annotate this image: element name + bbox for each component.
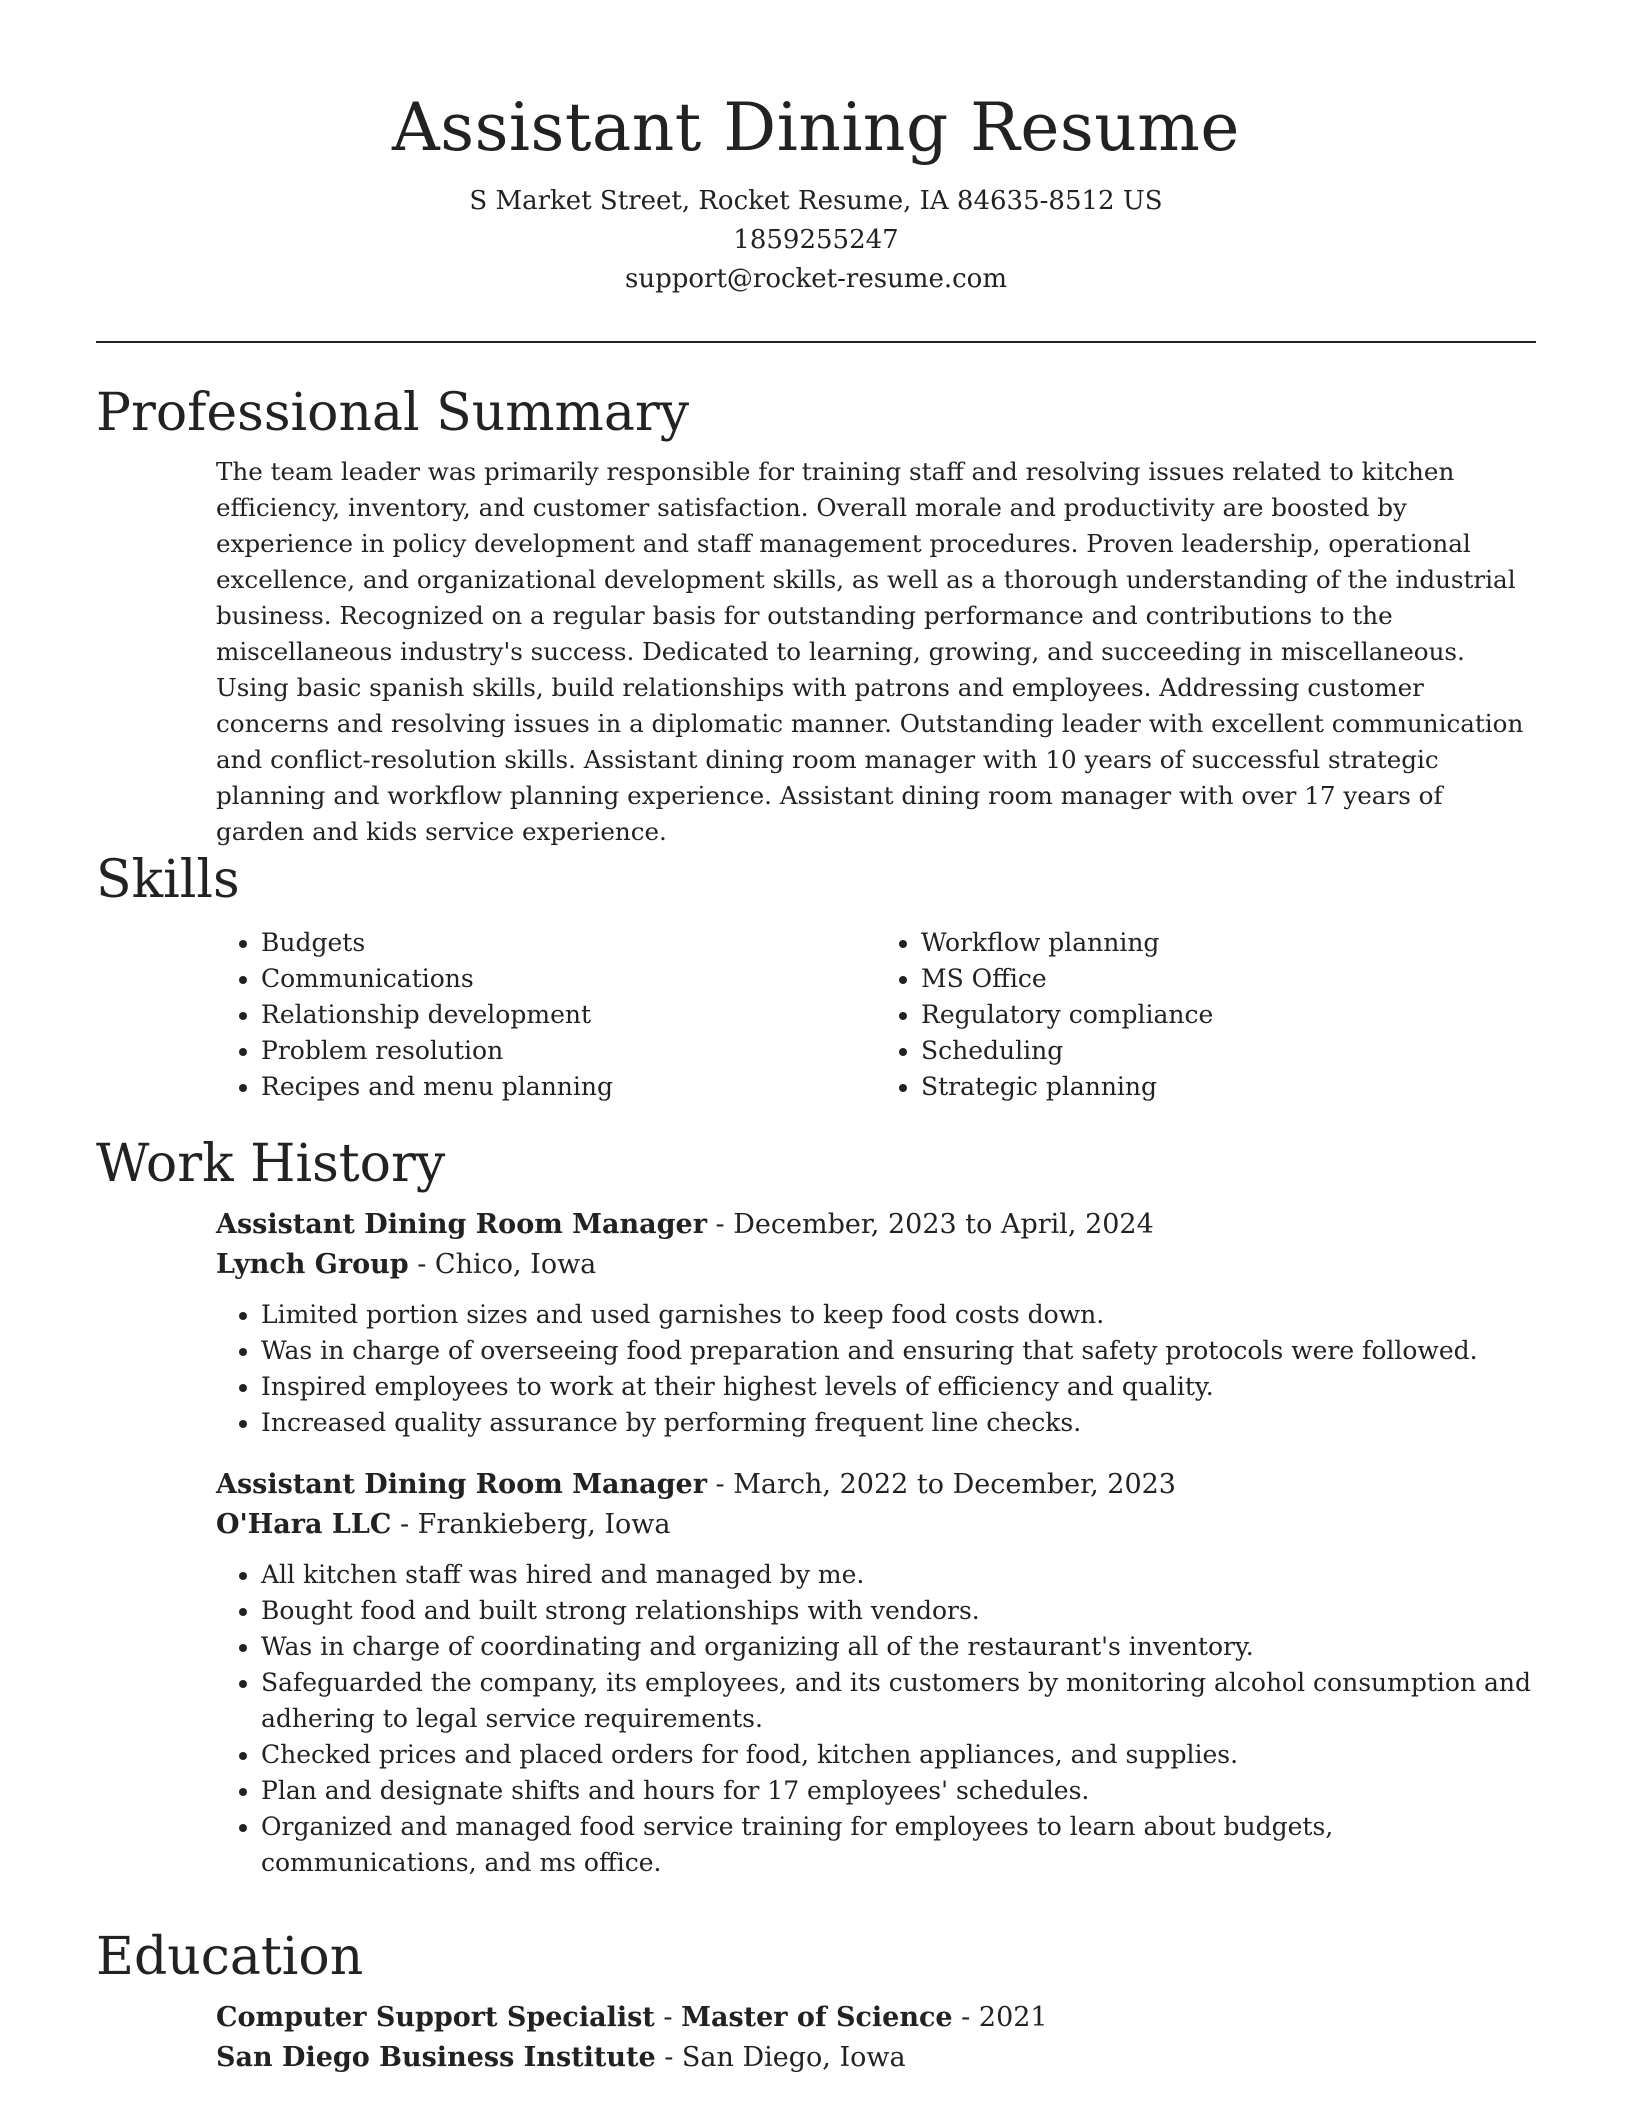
job-entry — [216, 1465, 1536, 1881]
company-location: Frankieberg, Iowa — [417, 1509, 671, 1540]
skill-item: • Workflow planning — [921, 925, 1536, 961]
degree-year: 2021 — [978, 2002, 1048, 2033]
job-title: Assistant Dining Room Manager — [216, 1469, 707, 1500]
education-degree-line: Computer Support Specialist - Master of Science - 2021 — [216, 2002, 1048, 2033]
skill-item: • Recipes and menu planning — [261, 1069, 876, 1105]
school-name: San Diego Business Institute — [216, 2042, 656, 2073]
skill-item: • Problem resolution — [261, 1033, 876, 1069]
email-text: support@rocket-resume.com — [624, 264, 1007, 294]
skill-item: • Strategic planning — [921, 1069, 1536, 1105]
list-item: • Was in charge of overseeing food preparation and ensuring that safety protocols were followed. — [261, 1333, 1536, 1369]
skill-item: • Regulatory compliance — [921, 997, 1536, 1033]
list-item: • Safeguarded the company, its employees, and its customers by monitoring alcohol consumption and adhering to legal service requirements. — [261, 1665, 1536, 1737]
list-item: • Was in charge of coordinating and organizing all of the restaurant's inventory. — [261, 1629, 1536, 1665]
company-name: Lynch Group — [216, 1249, 409, 1280]
education-heading: Education — [96, 1927, 364, 1987]
education-section — [96, 1926, 1536, 2078]
skill-item: • Budgets — [261, 925, 876, 961]
school-location: San Diego, Iowa — [681, 2042, 906, 2073]
skill-item: • Scheduling — [921, 1033, 1536, 1069]
job-bullets — [216, 1557, 1536, 1881]
address-text: S Market Street, Rocket Resume, IA 84635-8512 US — [469, 186, 1163, 216]
work-history-section — [96, 1133, 1536, 1881]
list-item: • Limited portion sizes and used garnishes to keep food costs down. — [261, 1297, 1536, 1333]
list-item: • Checked prices and placed orders for food, kitchen appliances, and supplies. — [261, 1737, 1536, 1773]
skill-item: • Relationship development — [261, 997, 876, 1033]
summary-section — [96, 382, 1536, 850]
list-item: • Inspired employees to work at their highest levels of efficiency and quality. — [261, 1369, 1536, 1405]
skills-left-list — [216, 925, 876, 1105]
company-name: O'Hara LLC — [216, 1509, 392, 1540]
job-title: Assistant Dining Room Manager — [216, 1209, 707, 1240]
list-item: • Organized and managed food service training for employees to learn about budgets, communications, and ms office. — [261, 1809, 1536, 1881]
skills-heading: Skills — [96, 850, 240, 910]
job-entry — [216, 1205, 1536, 1441]
contact-block — [0, 182, 1632, 299]
header-divider — [96, 341, 1536, 343]
list-item: • All kitchen staff was hired and managed by me. — [261, 1557, 1536, 1593]
job-company-line: Lynch Group - Chico, Iowa — [216, 1249, 597, 1280]
summary-paragraph: The team leader was primarily responsible for training staff and resolving issues related to kitchen efficiency, inventory, and customer satisfaction. Overall morale and productivity are boosted by experience in policy development and staff management procedures. Proven leadership, operational excellence, and organizational development skills, as well as a thorough understanding of the industrial business. Recognized on a regular basis for outstanding performance and contributions to the miscellaneous industry's success. Dedicated to learning, growing, and succeeding in miscellaneous. Using basic spanish skills, build relationships with patrons and employees. Addressing customer concerns and resolving issues in a diplomatic manner. Outstanding leader with excellent communication and conflict-resolution skills. Assistant dining room manager with 10 years of successful strategic planning and workflow planning experience. Assistant dining room manager with over 17 years of garden and kids service experience. — [216, 457, 1524, 846]
skills-section — [96, 849, 1536, 1105]
list-item: • Increased quality assurance by performing frequent line checks. — [261, 1405, 1536, 1441]
resume-title: Assistant Dining Resume — [392, 89, 1240, 166]
skills-grid — [216, 925, 1536, 1105]
job-title-line: Assistant Dining Room Manager - December, 2023 to April, 2024 — [216, 1209, 1154, 1240]
skills-right-list — [876, 925, 1536, 1105]
list-item: • Plan and designate shifts and hours for 17 employees' schedules. — [261, 1773, 1536, 1809]
education-school-line: San Diego Business Institute - San Diego, Iowa — [216, 2042, 906, 2073]
job-dates: December, 2023 to April, 2024 — [733, 1209, 1154, 1240]
list-item: • Bought food and built strong relationships with vendors. — [261, 1593, 1536, 1629]
job-bullets — [216, 1297, 1536, 1441]
skill-item: • MS Office — [921, 961, 1536, 997]
company-location: Chico, Iowa — [434, 1249, 597, 1280]
resume-header — [0, 0, 1632, 299]
skill-item: • Communications — [261, 961, 876, 997]
job-dates: March, 2022 to December, 2023 — [733, 1469, 1176, 1500]
phone-text: 1859255247 — [733, 225, 899, 255]
work-history-heading: Work History — [96, 1134, 446, 1194]
summary-heading: Professional Summary — [96, 383, 690, 443]
job-company-line: O'Hara LLC - Frankieberg, Iowa — [216, 1509, 671, 1540]
job-title-line: Assistant Dining Room Manager - March, 2022 to December, 2023 — [216, 1469, 1176, 1500]
degree-field: Computer Support Specialist — [216, 2002, 655, 2033]
degree-level: Master of Science — [681, 2002, 953, 2033]
